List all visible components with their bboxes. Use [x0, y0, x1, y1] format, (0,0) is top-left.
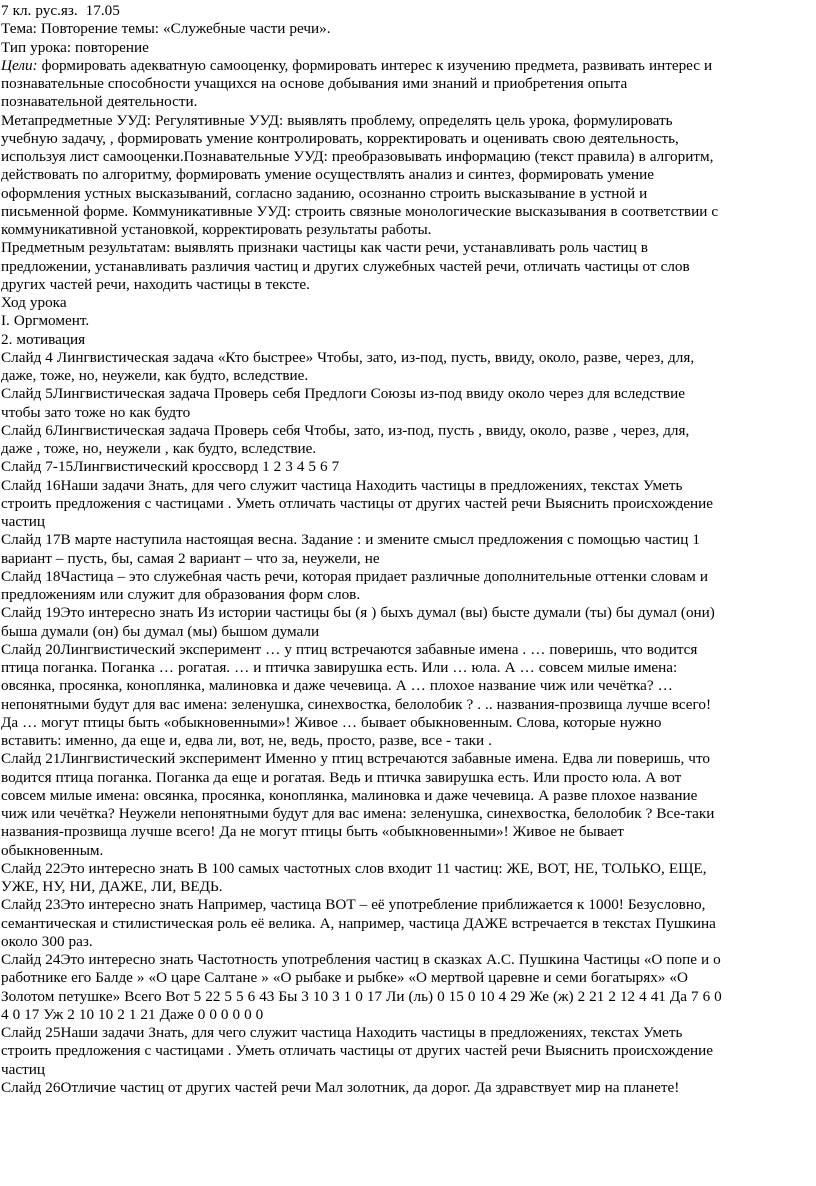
line-text: чтобы зато тоже но как будто — [1, 403, 191, 421]
text-line — [1, 276, 812, 294]
text-line — [1, 75, 812, 93]
text-line — [1, 513, 812, 531]
text-line — [1, 860, 812, 878]
line-text: Слайд 16Наши задачи Знать, для чего служит частица Находить частицы в предложениях, текстах Уметь — [1, 476, 683, 494]
text-line — [1, 477, 812, 495]
line-text: овсянка, просянка, коноплянка, малиновка и даже чечевица. А … плохое название чиж или чечётка? … — [1, 677, 673, 695]
line-text: других частей речи, находить частицы в тексте. — [1, 275, 310, 293]
line-text: быша думали (он) бы думал (мы) бышом думали — [1, 622, 320, 640]
line-text: предложении, устанавливать различия частиц и других служебных частей речи, отличать частицы от слов — [1, 257, 690, 275]
line-text: семантическая и стилистическая роль её велика. А, например, частица ДАЖЕ встречается в текстах Пушкина — [1, 914, 716, 932]
line-text: даже, тоже, но, неужели, как будто, вследствие. — [1, 367, 309, 384]
line-text: обыкновенным. — [1, 841, 104, 859]
line-text: познавательной деятельности. — [1, 93, 198, 111]
text-line — [1, 641, 812, 659]
text-line — [1, 842, 812, 860]
line-text: работнике его Балде » «О царе Салтане » «О рыбаке и рыбке» «О мертвой царевне и семи богатырях» «О — [1, 969, 688, 987]
line-text: частиц — [1, 1060, 46, 1078]
line-text: Слайд 25Наши задачи Знать, для чего служит частица Находить частицы в предложениях, текстах Уметь — [1, 1024, 683, 1041]
text-line — [1, 312, 812, 330]
text-line — [1, 2, 812, 20]
text-line — [1, 696, 812, 714]
text-line — [1, 166, 812, 184]
text-line — [1, 586, 812, 604]
line-text: Слайд 26Отличие частиц от других частей речи Мал золотник, да дорог. Да здравствует мир на планете! — [1, 1078, 680, 1096]
line-text: I. Оргмомент. — [1, 312, 90, 330]
line-text: вариант – пусть, бы, самая 2 вариант – что за, неужели, не — [1, 549, 380, 567]
line-text: птица поганка. Поганка … рогатая. … и птичка завирушка есть. Или … юла. А … совсем милые имена: — [1, 659, 678, 676]
text-line — [1, 823, 812, 841]
text-line — [1, 203, 812, 221]
line-text: УЖЕ, НУ, НИ, ДАЖЕ, ЛИ, ВЕДЬ. — [1, 878, 223, 895]
line-text: даже , тоже, но, неужели , как будто, вследствие. — [1, 440, 317, 457]
line-text: Слайд 18Частица – это служебная часть речи, которая придает различные дополнительные оттенки словам и — [1, 567, 708, 585]
line-text: непонятными будут для вас имена: зеленушка, синехвостка, белолобик ? . .. названия-прозвища лучше всего! — [1, 695, 712, 713]
line-text: частиц — [1, 513, 46, 530]
text-line — [1, 623, 812, 641]
line-text: познавательные способности учащихся на основе добывания ими знаний и приобретения опыта — [1, 75, 628, 92]
line-text: Предметным результатам: выявлять признаки частицы как части речи, устанавливать роль частиц в — [1, 239, 648, 257]
text-line — [1, 331, 812, 349]
line-text: Слайд 20Лингвистический эксперимент … у птиц встречаются забавные имена . … поверишь, что водится — [1, 640, 698, 658]
line-text: водится птица поганка. Поганка да еще и рогатая. Ведь и птичка завирушка есть. Или просто юла. А вот — [1, 768, 682, 786]
text-line — [1, 93, 812, 111]
line-text: Слайд 22Это интересно знать В 100 самых частотных слов входит 11 частиц: ЖЕ, ВОТ, НЕ, ТОЛЬКО, ЕЩЕ, — [1, 859, 707, 877]
line-text: Слайд 17В марте наступила настоящая весна. Задание : и змените смысл предложения с помощью частиц 1 — [1, 531, 700, 549]
text-line — [1, 422, 812, 440]
text-line — [1, 714, 812, 732]
text-line — [1, 750, 812, 768]
text-line — [1, 20, 812, 38]
line-text: формировать адекватную самооценку, формировать интерес к изучению предмета, развивать интерес и — [37, 56, 713, 74]
line-text: Слайд 19Это интересно знать Из истории частицы бы (я ) быхъ думал (вы) бысте думали (ты) бы думал (они) — [1, 604, 715, 622]
text-line — [1, 896, 812, 914]
line-text: около 300 раз. — [1, 932, 93, 950]
line-text: Слайд 5Лингвистическая задача Проверь себя Предлоги Союзы из-под ввиду около через для вследствие — [1, 385, 685, 403]
line-text: чиж или чечётка? Неужели непонятными будут для вас имена: зеленушка, синехвостка, белолобик ? Все-таки — [1, 805, 715, 822]
line-text: коммуникативной установкой, корректировать результаты работы. — [1, 221, 432, 238]
text-line — [1, 385, 812, 403]
text-line — [1, 495, 812, 513]
text-line — [1, 57, 812, 75]
line-text: 4 0 17 Уж 2 10 10 2 1 21 Даже 0 0 0 0 0 0 — [1, 1005, 264, 1023]
line-text: Метапредметные УУД: Регулятивные УУД: выявлять проблему, определять цель урока, формулировать — [1, 111, 673, 129]
line-text: Слайд 6Лингвистическая задача Проверь себя Чтобы, зато, из-под, пусть , ввиду, около, разве , через, для, — [1, 421, 690, 439]
text-line — [1, 258, 812, 276]
line-text: Слайд 24Это интересно знать Частотность употребления частиц в сказках А.С. Пушкина Частицы «О попе и о — [1, 951, 721, 968]
text-line — [1, 112, 812, 130]
line-text: строить предложения с частицами . Уметь отличать частицы от других частей речи Выяснить происхождение — [1, 1042, 714, 1060]
line-text: действовать по алгоритму, формировать умение осуществлять анализ и синтез, формировать умение — [1, 166, 654, 184]
text-line — [1, 769, 812, 787]
text-line — [1, 39, 812, 57]
line-text: Золотом петушке» Всего Вот 5 22 5 5 6 43 Бы 3 10 3 1 0 17 Ли (ль) 0 15 0 10 4 29 Же (ж) 2 21 2 12 4 41 Да 7 6 0 — [1, 987, 722, 1005]
text-line — [1, 458, 812, 476]
text-line — [1, 349, 812, 367]
text-line — [1, 732, 812, 750]
text-line — [1, 294, 812, 312]
line-text: письменной форме. Коммуникативные УУД: строить связные монологические высказывания в соответствии с — [1, 202, 719, 220]
text-line — [1, 677, 812, 695]
text-line — [1, 1061, 812, 1079]
line-text: Да … могут птицы быть «обыкновенными»! Живое … бывает обыкновенным. Слова, которые нужно — [1, 713, 662, 731]
line-text: Слайд 4 Лингвистическая задача «Кто быстрее» Чтобы, зато, из-под, пусть, ввиду, около, разве, через, для, — [1, 348, 695, 366]
text-line — [1, 239, 812, 257]
text-line — [1, 568, 812, 586]
text-line — [1, 404, 812, 422]
text-line — [1, 878, 812, 896]
text-line — [1, 659, 812, 677]
line-text: Тема: Повторение темы: «Служебные части речи». — [1, 20, 331, 38]
line-text: используя лист самооценки.Познавательные УУД: преобразовывать информацию (текст правила) в алгоритм, — [1, 148, 714, 165]
line-text: 2. мотивация — [1, 330, 86, 348]
text-line — [1, 221, 812, 239]
line-text: Слайд 21Лингвистический эксперимент Именно у птиц встречаются забавные имена. Едва ли поверишь, что — [1, 750, 710, 768]
text-line — [1, 915, 812, 933]
line-text: 7 кл. рус.яз. 17.05 — [1, 2, 120, 19]
line-text: строить предложения с частицами . Уметь отличать частицы от других частей речи Выяснить происхождение — [1, 494, 714, 512]
text-line — [1, 988, 812, 1006]
text-line — [1, 130, 812, 148]
text-line — [1, 1024, 812, 1042]
text-line — [1, 1042, 812, 1060]
text-line — [1, 1006, 812, 1024]
line-text: вставить: именно, да еще и, едва ли, вот, не, ведь, просто, разве, все - таки . — [1, 732, 492, 749]
line-text: Слайд 23Это интересно знать Например, частица ВОТ – её употребление приближается к 1000! Безусловно, — [1, 896, 706, 914]
text-line — [1, 805, 812, 823]
line-text: Слайд 7-15Лингвистический кроссворд 1 2 3 4 5 6 7 — [1, 458, 340, 476]
text-line — [1, 787, 812, 805]
text-line — [1, 367, 812, 385]
line-text: оформления устных высказываний, согласно заданию, осознанно строить высказывание в устной и — [1, 184, 648, 202]
text-line — [1, 440, 812, 458]
text-line — [1, 604, 812, 622]
text-line — [1, 550, 812, 568]
line-text: Тип урока: повторение — [1, 38, 149, 56]
text-line — [1, 933, 812, 951]
text-line — [1, 531, 812, 549]
line-text: совсем милые имена: овсянка, просянка, коноплянка, малиновка и даже чечевица. А разве плохое название — [1, 786, 698, 804]
text-line — [1, 148, 812, 166]
line-text: учебную задачу, , формировать умение контролировать, корректировать и оценивать свою деятельность, — [1, 129, 679, 147]
text-line — [1, 969, 812, 987]
text-line — [1, 185, 812, 203]
text-line — [1, 951, 812, 969]
goals-label: Цели: — [1, 56, 38, 74]
line-text: предложениям или служит для образования форм слов. — [1, 586, 361, 603]
text-line — [1, 1079, 812, 1097]
line-text: Ход урока — [1, 294, 67, 311]
line-text: названия-прозвища лучше всего! Да не могут птицы быть «обыкновенными»! Живое не бывает — [1, 823, 624, 841]
